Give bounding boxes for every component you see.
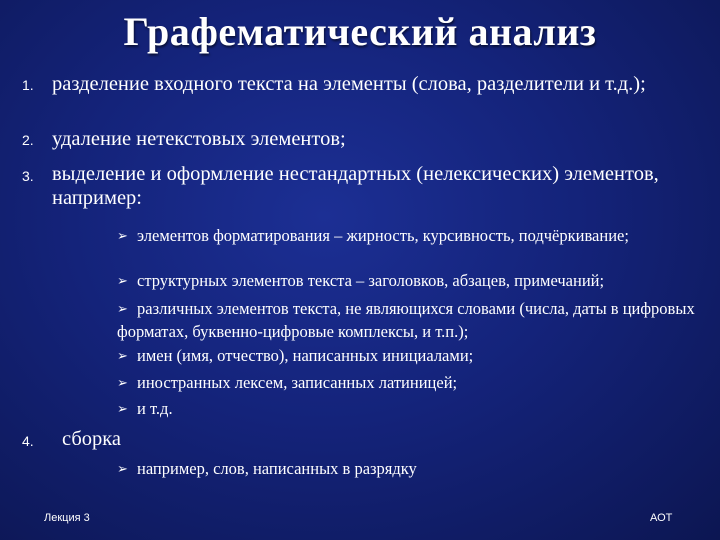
list-number: 4.	[22, 433, 34, 449]
arrowhead-bullet-icon: ➢	[117, 402, 128, 417]
sub-list-item	[117, 345, 707, 368]
arrowhead-bullet-icon: ➢	[117, 274, 128, 289]
sub-list-item	[117, 372, 707, 395]
sub-list-item-text: иностранных лексем, записанных латиницей;	[137, 373, 458, 392]
sub-list-item-text: например, слов, написанных в разрядку	[137, 459, 417, 478]
sub-list-item-text: и т.д.	[137, 399, 173, 418]
arrowhead-bullet-icon: ➢	[117, 462, 128, 477]
footer-course: АОТ	[650, 512, 673, 524]
footer-lecture: Лекция 3	[44, 512, 90, 524]
arrowhead-bullet-icon: ➢	[117, 302, 128, 317]
sub-list-item-text: структурных элементов текста – заголовков, абзацев, примечаний;	[137, 271, 605, 290]
sub-list-item	[117, 458, 707, 481]
slide-title: Графематический анализ	[123, 9, 597, 54]
list-item: сборка	[62, 428, 122, 450]
sub-list-item	[117, 225, 707, 248]
list-number: 2.	[22, 132, 34, 148]
list-number: 3.	[22, 168, 34, 184]
list-item: разделение входного текста на элементы (слова, разделители и т.д.);	[52, 73, 646, 95]
list-number: 1.	[22, 77, 34, 93]
arrowhead-bullet-icon: ➢	[117, 229, 128, 244]
list-item: выделение и оформление нестандартных (нелексических) элементов, например:	[52, 163, 659, 209]
arrowhead-bullet-icon: ➢	[117, 376, 128, 391]
sub-list-item-text: элементов форматирования – жирность, курсивность, подчёркивание;	[137, 226, 629, 245]
sub-list-item-text: имен (имя, отчество), написанных инициалами;	[137, 346, 474, 365]
sub-list-item	[117, 398, 707, 421]
sub-list-item	[117, 298, 707, 343]
arrowhead-bullet-icon: ➢	[117, 349, 128, 364]
list-item: удаление нетекстовых элементов;	[52, 128, 346, 150]
sub-list-item	[117, 270, 707, 293]
sub-list-item-text: различных элементов текста, не являющихся словами (числа, даты в цифровых форматах, буквенно-цифровые комплексы, и т.п.);	[117, 299, 695, 341]
